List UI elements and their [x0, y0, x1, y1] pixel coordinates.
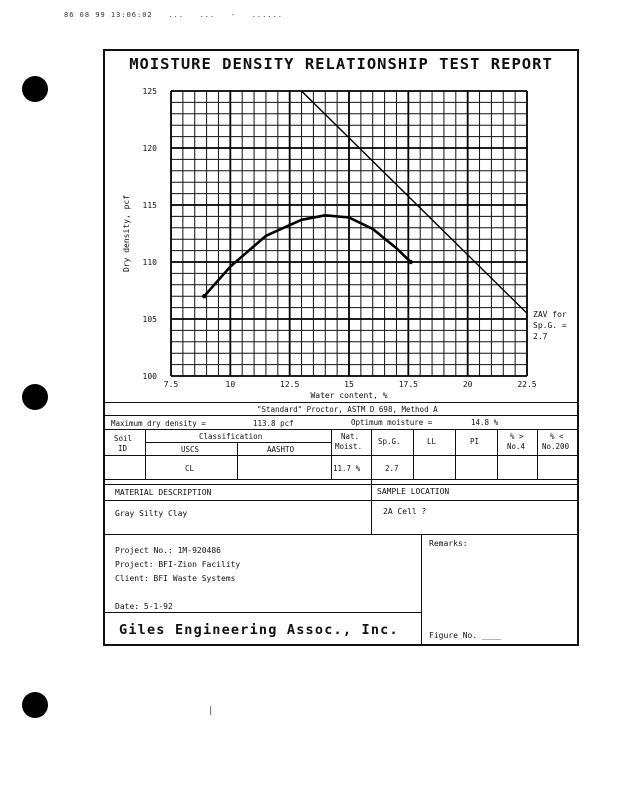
y-tick-label: 100 — [142, 372, 157, 381]
divider — [421, 534, 422, 644]
col-spg: Sp.G. — [378, 437, 401, 446]
divider — [413, 429, 414, 479]
row-nat-moist: 11.7 % — [333, 464, 361, 473]
divider — [105, 612, 421, 613]
punch-hole-middle — [22, 384, 48, 410]
divider — [455, 429, 456, 479]
y-axis-label: Dry density, pcf — [122, 194, 131, 273]
x-tick-label: 7.5 — [163, 380, 179, 389]
divider — [105, 402, 577, 403]
y-tick-label: 105 — [142, 315, 157, 324]
col-no4-a: % > — [510, 432, 524, 441]
col-no200-b: No.200 — [542, 442, 570, 451]
col-id: ID — [118, 444, 128, 453]
zav-annotation: Sp.G. = — [533, 321, 567, 330]
divider — [145, 429, 146, 479]
proctor-method: "Standard" Proctor, ASTM D 698, Method A — [257, 405, 438, 414]
punch-hole-top — [22, 76, 48, 102]
fax-header: 86 08 99 13:06:02 ... ... - ...... — [64, 11, 284, 19]
project-name: Project: BFI-Zion Facility — [115, 560, 241, 569]
divider — [331, 429, 332, 479]
report-date: Date: 5-1-92 — [115, 602, 173, 611]
report-sheet — [103, 49, 579, 646]
col-uscs: USCS — [181, 445, 200, 454]
figure-number: Figure No. ____ — [429, 631, 502, 640]
material-description-label: MATERIAL DESCRIPTION — [115, 488, 212, 497]
max-density-value: 113.8 pcf — [253, 419, 294, 428]
divider — [105, 415, 577, 416]
punch-hole-bottom — [22, 692, 48, 718]
divider — [497, 429, 498, 479]
row-uscs: CL — [185, 464, 195, 473]
stray-mark: | — [208, 706, 214, 716]
divider — [105, 455, 577, 456]
col-nat-moist-2: Moist. — [335, 442, 363, 451]
x-axis-label: Water content, % — [310, 391, 388, 400]
col-nat-moist: Nat. — [341, 432, 360, 441]
zav-annotation: ZAV for — [533, 310, 567, 319]
zav-annotation: 2.7 — [533, 332, 548, 341]
x-tick-label: 22.5 — [517, 380, 537, 389]
col-aashto: AASHTO — [267, 445, 295, 454]
y-tick-label: 110 — [142, 258, 157, 267]
divider — [105, 479, 577, 480]
divider — [371, 429, 372, 479]
curve-endpoint — [409, 260, 413, 264]
divider — [537, 429, 538, 479]
col-soil: Soil — [114, 434, 133, 443]
col-classification: Classification — [199, 432, 263, 441]
x-tick-label: 15 — [344, 380, 354, 389]
divider — [145, 442, 331, 443]
divider — [105, 484, 577, 485]
sample-location-label: SAMPLE LOCATION — [377, 487, 450, 496]
company-name: Giles Engineering Assoc., Inc. — [119, 622, 399, 638]
divider — [105, 534, 577, 535]
optimum-moisture-label: Optimum moisture = — [351, 418, 433, 427]
sample-location-value: 2A Cell ? — [383, 507, 427, 516]
divider — [371, 479, 372, 534]
x-tick-label: 20 — [462, 380, 473, 389]
y-tick-label: 115 — [142, 201, 157, 210]
divider — [237, 442, 238, 479]
max-density-label: Maximum dry density = — [111, 419, 206, 428]
row-spg: 2.7 — [385, 464, 399, 473]
col-ll: LL — [427, 437, 437, 446]
compaction-chart — [105, 51, 577, 406]
remarks-label: Remarks: — [429, 539, 468, 548]
x-tick-label: 10 — [225, 380, 236, 389]
col-no4-b: No.4 — [507, 442, 526, 451]
y-tick-label: 120 — [142, 144, 157, 153]
material-description-value: Gray Silty Clay — [115, 509, 188, 518]
curve-endpoint — [202, 294, 206, 298]
report-title: MOISTURE DENSITY RELATIONSHIP TEST REPORT — [129, 55, 553, 73]
x-tick-label: 12.5 — [280, 380, 300, 389]
divider — [105, 500, 577, 501]
zav-line — [302, 91, 528, 313]
optimum-moisture-value: 14.8 % — [471, 418, 499, 427]
col-pi: PI — [470, 437, 480, 446]
client-name: Client: BFI Waste Systems — [115, 574, 236, 583]
project-number: Project No.: 1M-920486 — [115, 546, 221, 555]
x-tick-label: 17.5 — [398, 380, 418, 389]
y-tick-label: 125 — [142, 87, 157, 96]
col-no200-a: % < — [550, 432, 564, 441]
divider — [105, 429, 577, 430]
